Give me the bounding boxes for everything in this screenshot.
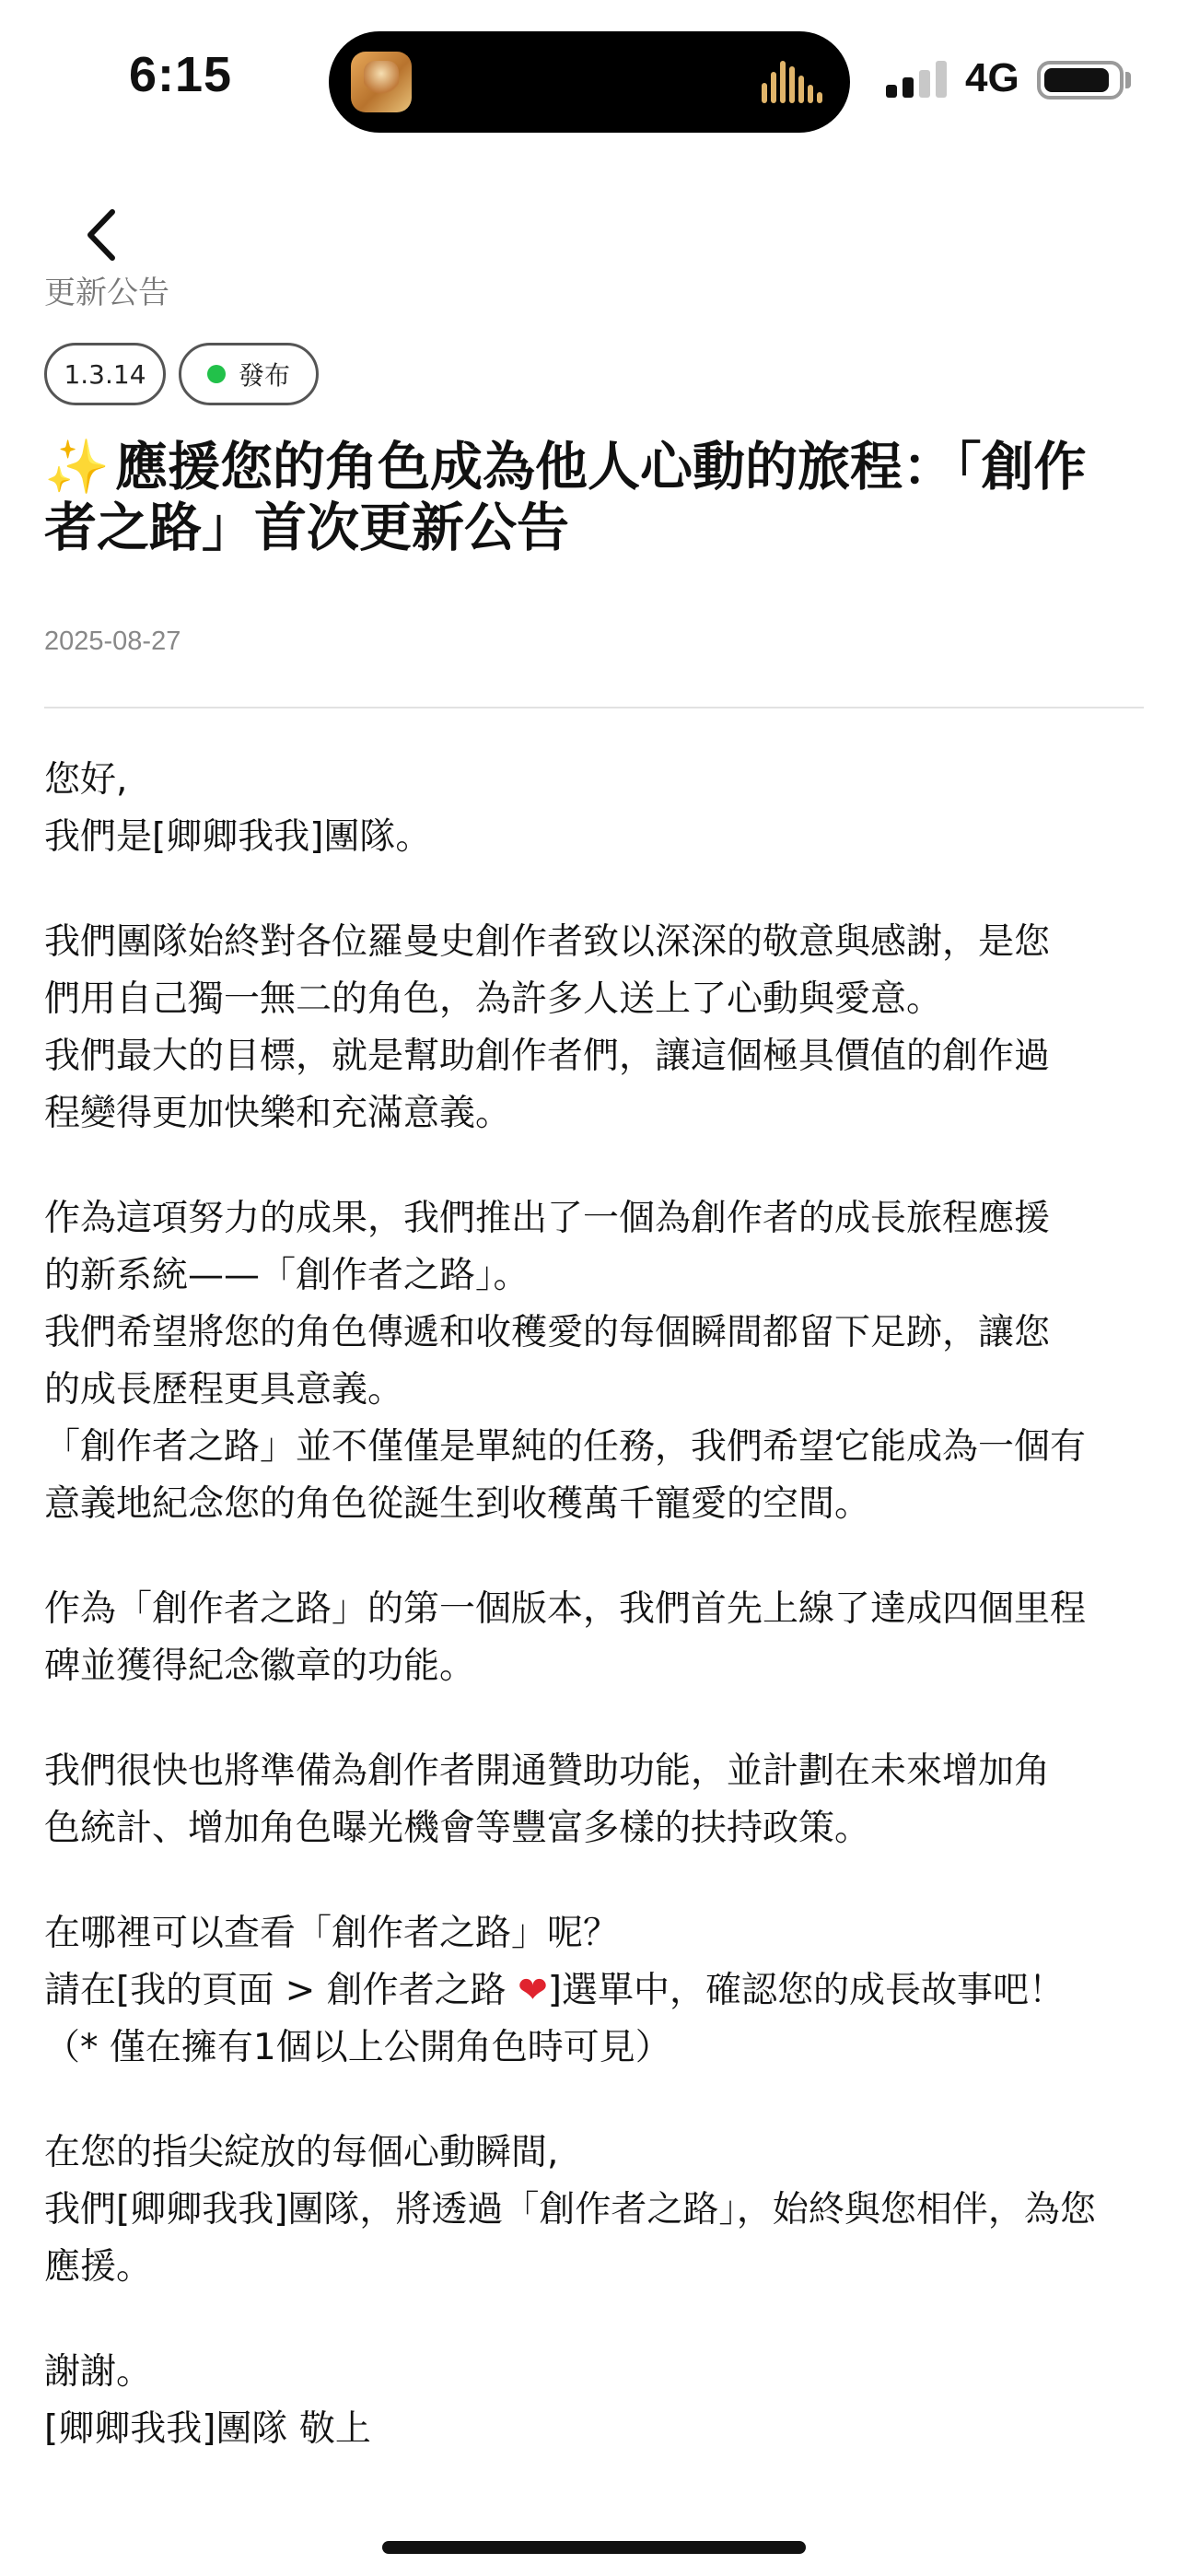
body-line: 我們很快也將準備為創作者開通贊助功能，並計劃在未來增加角 bbox=[44, 1751, 1051, 1792]
title-line-2: 者之路」首次更新公告 bbox=[44, 498, 569, 558]
announcement-tags bbox=[44, 343, 319, 405]
announcement-body bbox=[44, 752, 1149, 2458]
version-badge bbox=[44, 343, 166, 405]
body-line: 的新系統——「創作者之路」。 bbox=[44, 1255, 530, 1296]
version-label: 1.3.14 bbox=[64, 358, 146, 390]
battery-tip bbox=[1125, 72, 1131, 88]
battery-icon bbox=[1037, 61, 1124, 100]
body-line: 您好, bbox=[44, 759, 128, 801]
title-line-1: ✨ 應援您的角色成為他人心動的旅程：「創作 bbox=[44, 437, 1087, 498]
body-line: 碑並獲得紀念徽章的功能。 bbox=[44, 1645, 476, 1687]
announcement-date: 2025-08-27 bbox=[44, 626, 181, 656]
back-button[interactable] bbox=[76, 203, 131, 267]
status-time: 6:15 bbox=[129, 47, 233, 102]
body-line: 我們希望將您的角色傳遞和收穫愛的每個瞬間都留下足跡，讓您 bbox=[44, 1312, 1051, 1353]
status-bar bbox=[0, 0, 1188, 157]
sparkles-icon: ✨ bbox=[44, 437, 110, 498]
body-line: 謝謝。 bbox=[44, 2351, 153, 2393]
body-line: 我們是[卿卿我我]團隊。 bbox=[44, 816, 432, 858]
status-badge bbox=[179, 343, 319, 405]
body-line: 應援。 bbox=[44, 2246, 153, 2288]
body-line: 作為這項努力的成果，我們推出了一個為創作者的成長旅程應援 bbox=[44, 1198, 1051, 1239]
body-line: 我們最大的目標，就是幫助創作者們，讓這個極具價值的創作過 bbox=[44, 1036, 1051, 1077]
body-line: 「創作者之路」並不僅僅是單純的任務，我們希望它能成為一個有 bbox=[44, 1426, 1087, 1468]
body-line: [卿卿我我]團隊 敬上 bbox=[44, 2408, 371, 2450]
body-line: 作為「創作者之路」的第一個版本，我們首先上線了達成四個里程 bbox=[44, 1588, 1087, 1630]
section-title: 更新公告 bbox=[44, 275, 169, 311]
body-line: 我們團隊始終對各位羅曼史創作者致以深深的敬意與感謝，是您 bbox=[44, 921, 1051, 963]
body-line: 在您的指尖綻放的每個心動瞬間, bbox=[44, 2132, 559, 2173]
red-heart-icon: ❤ bbox=[518, 1970, 548, 2011]
body-line: 請在[我的頁面 > 創作者之路 ❤]選單中，確認您的成長故事吧！ bbox=[44, 1970, 1065, 2011]
body-line: 程變得更加快樂和充滿意義。 bbox=[44, 1093, 512, 1134]
network-type: 4G bbox=[965, 55, 1019, 100]
announcement-title bbox=[44, 437, 1149, 558]
divider bbox=[44, 707, 1144, 708]
status-dot-icon bbox=[207, 365, 226, 383]
body-line: 在哪裡可以查看「創作者之路」呢？ bbox=[44, 1913, 620, 1954]
status-label: 發布 bbox=[238, 360, 290, 391]
home-indicator[interactable] bbox=[382, 2541, 806, 2554]
body-line: 意義地紀念您的角色從誕生到收穫萬千寵愛的空間。 bbox=[44, 1483, 871, 1525]
body-line: 們用自己獨一無二的角色，為許多人送上了心動與愛意。 bbox=[44, 978, 943, 1020]
chevron-left-icon bbox=[76, 203, 131, 267]
now-playing-app-icon[interactable] bbox=[351, 52, 412, 112]
body-line: （* 僅在擁有1個以上公開角色時可見） bbox=[44, 2027, 671, 2068]
dynamic-island bbox=[329, 31, 850, 133]
body-line: 的成長歷程更具意義。 bbox=[44, 1369, 404, 1411]
body-line: 我們[卿卿我我]團隊，將透過「創作者之路」，始終與您相伴，為您 bbox=[44, 2189, 1096, 2231]
audio-waveform-icon bbox=[762, 61, 822, 103]
body-line: 色統計、增加角色曝光機會等豐富多樣的扶持政策。 bbox=[44, 1808, 871, 1849]
cellular-signal-icon bbox=[886, 61, 949, 98]
